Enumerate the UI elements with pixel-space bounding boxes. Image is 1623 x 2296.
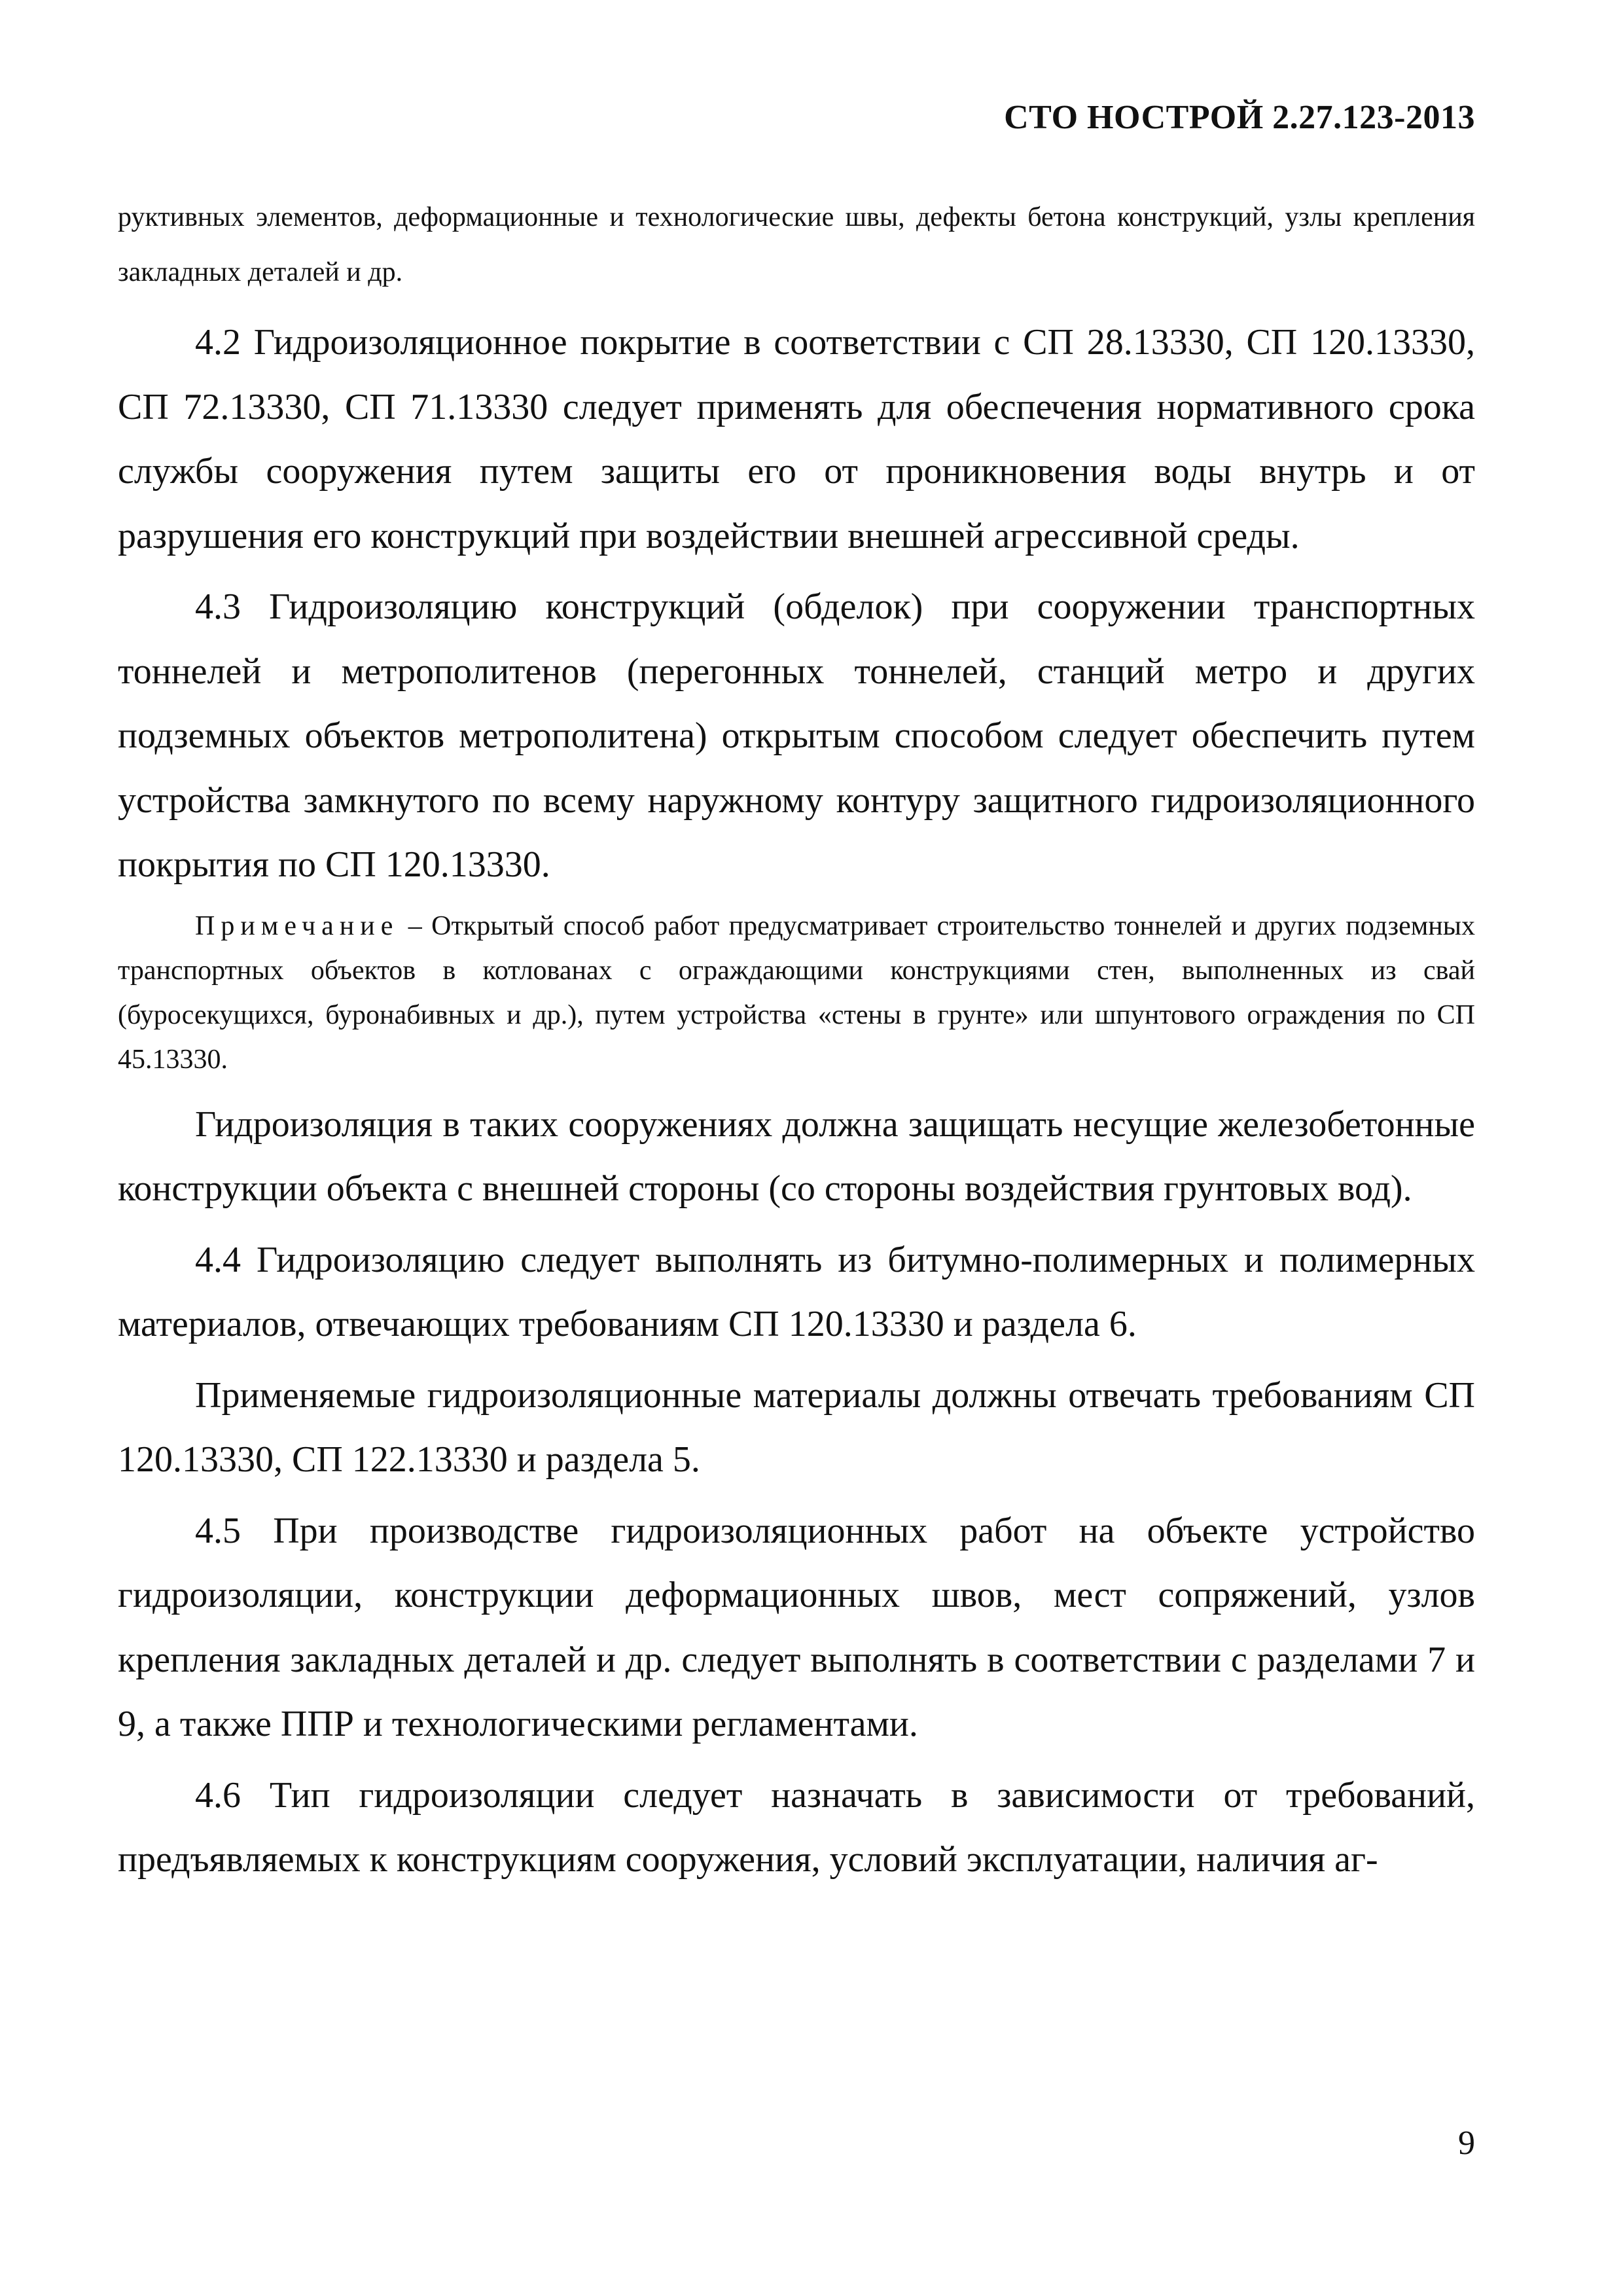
paragraph-waterproofing-protection: Гидроизоляция в таких сооружениях должна защищать несущие железобетонные конструкции объекта с внешней стороны (со стороны воздействия грунтовых вод). <box>118 1103 1475 1209</box>
note-text: – Открытый способ работ предусматривает строительство тоннелей и других подземных транспортных объектов в котлованах с ограждающими конструкциями стен, выполненных из свай (буросекущихся, буронабивных и др.), путем устройства «стены в грунте» или шпунтового ограждения по СП 45.13330. <box>118 910 1475 1075</box>
continuation-text: руктивных элементов, деформационные и технологические швы, дефекты бетона конструкций, узлы крепления закладных деталей и др. <box>118 202 1475 287</box>
paragraph-4-5: 4.5 При производстве гидроизоляционных работ на объекте устройство гидроизоляции, конструкции деформационных швов, мест сопряжений, узлов крепления закладных деталей и др. следует выполнять в соответствии с разделами 7 и 9, а также ППР и технологическими регламентами. <box>118 1510 1475 1744</box>
page-number: 9 <box>1458 2125 1475 2162</box>
paragraph-4-3: 4.3 Гидроизоляцию конструкций (обделок) при сооружении транспортных тоннелей и метрополитенов (перегонных тоннелей, станций метро и других подземных объектов метрополитена) открытым способом следует обеспечить путем устройства замкнутого по всему наружному контуру защитного гидроизоляционного покрытия по СП 120.13330. <box>118 586 1475 885</box>
paragraph-materials-requirements: Применяемые гидроизоляционные материалы должны отвечать требованиям СП 120.13330, СП 122.13330 и раздела 5. <box>118 1374 1475 1480</box>
document-body <box>118 190 1475 1892</box>
paragraph-4-4: 4.4 Гидроизоляцию следует выполнять из битумно-полимерных и полимерных материалов, отвечающих требованиям СП 120.13330 и раздела 6. <box>118 1239 1475 1344</box>
paragraph-4-2: 4.2 Гидроизоляционное покрытие в соответствии с СП 28.13330, СП 120.13330, СП 72.13330, СП 71.13330 следует применять для обеспечения нормативного срока службы сооружения путем защиты его от проникновения воды внутрь и от разрушения его конструкций при воздействии внешней агрессивной среды. <box>118 322 1475 556</box>
note-block <box>118 904 1475 1082</box>
document-code-header: СТО НОСТРОЙ 2.27.123-2013 <box>1004 99 1475 136</box>
note-label: Примечание <box>195 910 399 941</box>
paragraph-4-6: 4.6 Тип гидроизоляции следует назначать в зависимости от требований, предъявляемых к конструкциям сооружения, условий эксплуатации, наличия аг- <box>118 1774 1475 1880</box>
